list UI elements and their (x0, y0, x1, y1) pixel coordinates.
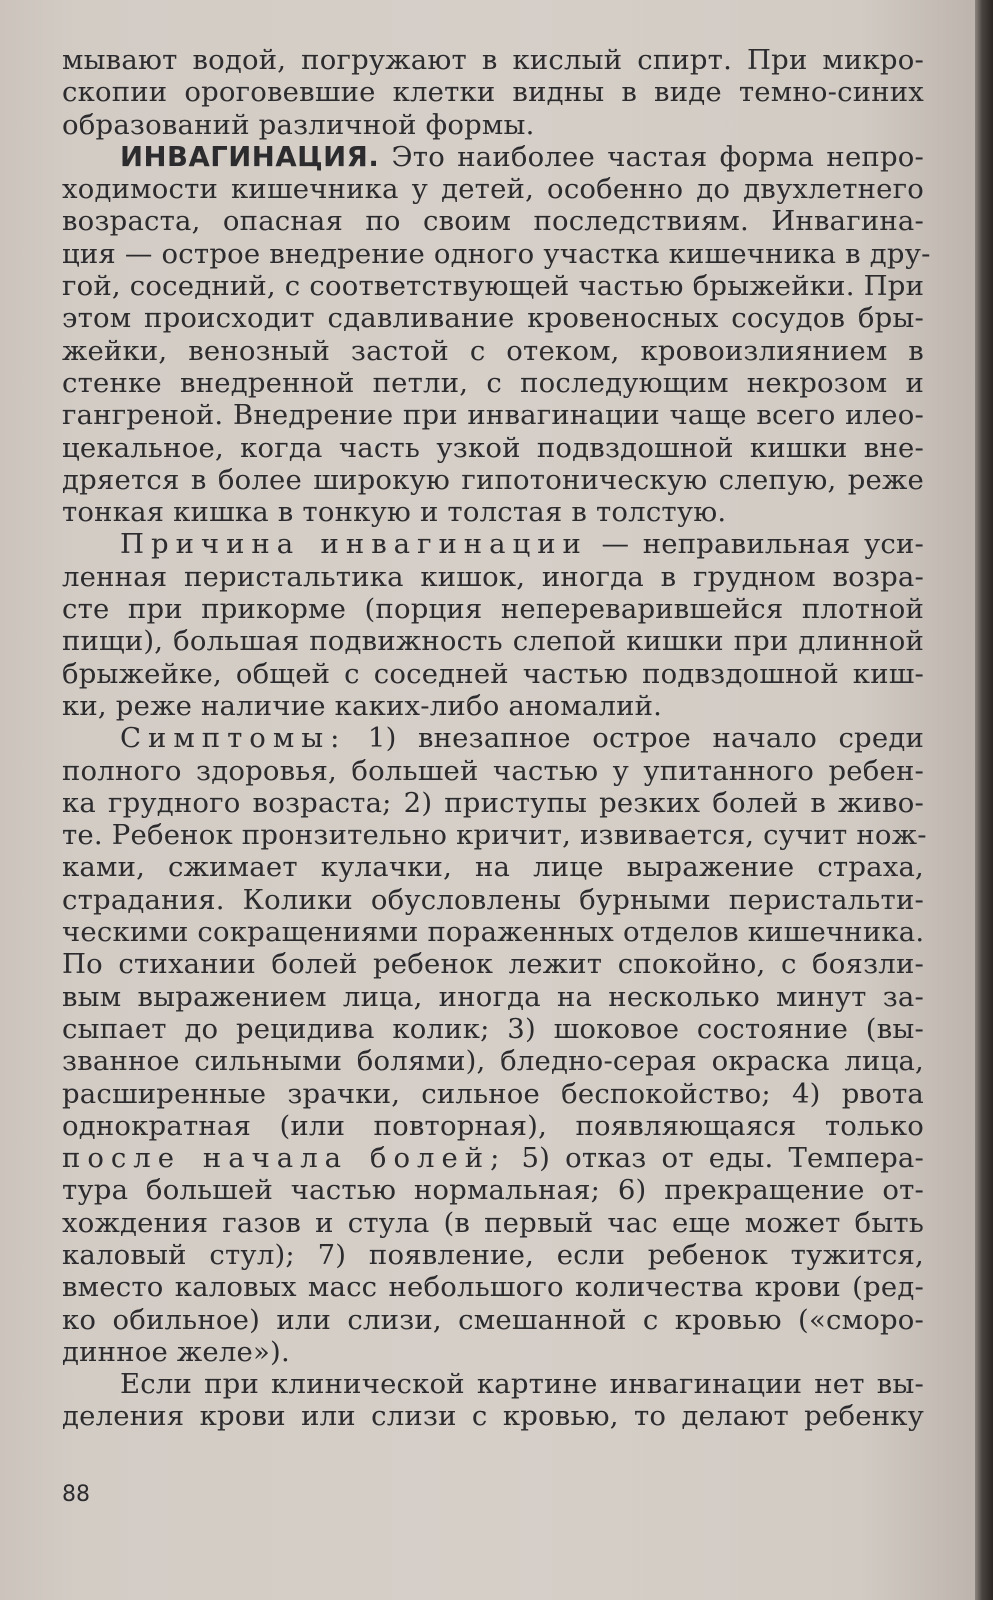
text-run: Это наиболее частая форма непро- (379, 140, 924, 173)
paragraph-first-line (62, 141, 924, 173)
text-line: брыжейке, общей с соседней частью подвздошной киш- (62, 657, 924, 690)
text-line: вым выражением лица, иногда на несколько минут за- (62, 980, 924, 1013)
spaced-heading: Причина инвагинации (120, 528, 588, 561)
text-line: ка грудного возраста; 2) приступы резких болей в живо- (62, 786, 924, 819)
text-line: сте при прикорме (порция непереварившейся плотной (62, 593, 924, 626)
text-line: вместо каловых масс небольшого количества крови (ред- (62, 1271, 924, 1304)
text-line: ками, сжимает кулачки, на лице выражение страха, (62, 851, 924, 884)
text-line: По стихании болей ребенок лежит спокойно, с боязли- (62, 948, 924, 981)
text-line: ческими сокращениями пораженных отделов кишечника. (62, 916, 925, 949)
text-line: деления крови или слизи с кровью, то делают ребенку (62, 1400, 924, 1433)
text-run: 1) внезапное острое начало среди (346, 722, 924, 755)
spaced-heading: Симптомы: (120, 722, 347, 755)
page-number: 88 (62, 1482, 90, 1507)
text-line: расширенные зрачки, сильное беспокойство; 4) рвота (62, 1077, 924, 1110)
paragraph-first-line (62, 722, 924, 754)
text-line: тонкая кишка в тонкую и толстая в толстую. (62, 496, 727, 529)
text-line: этом происходит сдавливание кровеносных сосудов бры- (62, 302, 924, 335)
text-line: хождения газов и стула (в первый час еще может быть (62, 1206, 924, 1239)
text-line: страдания. Колики обусловлены бурными перистальти- (62, 883, 924, 916)
text-line: мывают водой, погружают в кислый спирт. При микро- (62, 44, 924, 76)
text-line: ция — острое внедрение одного участка кишечника в дру- (62, 237, 931, 270)
text-line: дряется в более широкую гипотоническую слепую, реже (62, 463, 924, 496)
text-line (62, 1142, 924, 1174)
text-line: каловый стул); 7) появление, если ребенок тужится, (62, 1238, 924, 1271)
text-line: те. Ребенок пронзительно кричит, извивается, сучит нож- (62, 819, 927, 852)
text-line: ки, реже наличие каких-либо аномалий. (62, 689, 663, 722)
text-line: гой, соседний, с соответствующей частью брыжейки. При (62, 270, 925, 303)
text-line: пищи), большая подвижность слепой кишки при длинной (62, 625, 924, 658)
text-line: тура большей частью нормальная; 6) прекращение от- (62, 1174, 924, 1207)
page-edge-shadow (975, 0, 993, 1600)
text-line: динное желе»). (62, 1335, 290, 1368)
text-line: образований различной формы. (62, 108, 535, 141)
text-line: жейки, венозный застой с отеком, кровоизлиянием в (62, 334, 924, 367)
text-line: стенке внедренной петли, с последующим некрозом и (62, 366, 924, 399)
text-line: цекальное, когда часть узкой подвздошной кишки вне- (62, 431, 924, 464)
text-line: ленная перистальтика кишок, иногда в грудном возра- (62, 560, 924, 593)
section-heading: ИНВАГИНАЦИЯ. (120, 140, 380, 173)
text-run: 5) отказ от еды. Темпера- (506, 1142, 924, 1175)
text-run: — неправильная уси- (587, 528, 924, 561)
text-line: скопии ороговевшие клетки видны в виде темно-синих (62, 76, 924, 109)
text-line: гангреной. Внедрение при инвагинации чаще всего илео- (62, 399, 924, 432)
paragraph-first-line (62, 528, 924, 560)
text-line: ходимости кишечника у детей, особенно до двухлетнего (62, 173, 924, 206)
page-text (62, 44, 931, 1433)
text-line: однократная (или повторная), появляющаяся только (62, 1109, 924, 1142)
text-line: полного здоровья, большей частью у упитанного ребен- (62, 754, 924, 787)
text-line: званное сильными болями), бледно-серая окраска лица, (62, 1045, 924, 1078)
spaced-emphasis: после начала болей; (62, 1142, 507, 1175)
text-line: ко обильное) или слизи, смешанной с кровью («сморо- (62, 1303, 924, 1336)
text-line: сыпает до рецидива колик; 3) шоковое состояние (вы- (62, 1012, 924, 1045)
text-line: возраста, опасная по своим последствиям. Инвагина- (62, 205, 924, 238)
text-line: Если при клинической картине инвагинации нет вы- (120, 1368, 924, 1401)
